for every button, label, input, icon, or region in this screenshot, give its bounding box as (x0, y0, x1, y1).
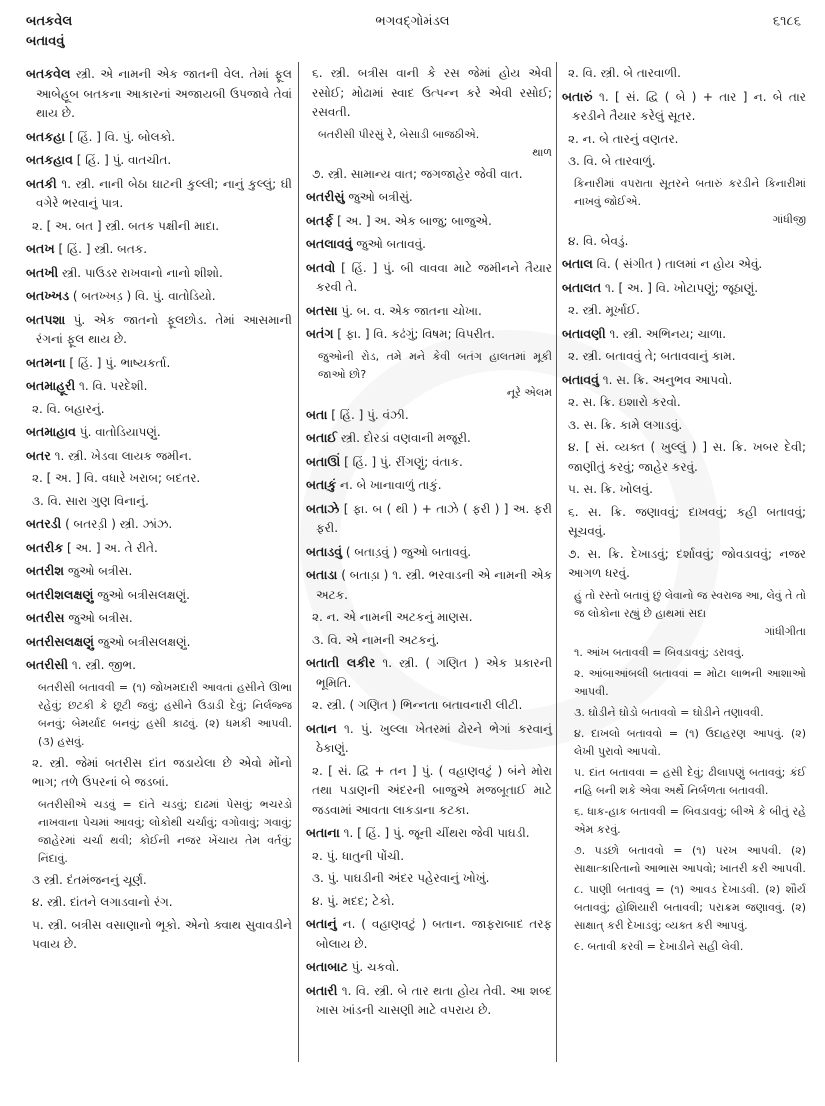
definition-text: ૬. સ્ત્રી. બત્રીસ વાની કે રસ જેમાં હોય એવી રસોઈ; મોઢામાં સ્વાદ ઉત્પન્ન કરે એવી રસોઈ; રસવતી. (312, 66, 552, 119)
dictionary-entry (26, 608, 292, 629)
entry-sense (306, 892, 552, 912)
headword: બતાડા (306, 567, 338, 582)
definition-text: ન. ( વહાણવટું ) બતાન. જાફરાબાદ તરફ બોલાય છે. (316, 917, 552, 951)
definition-text: ૪. દાખલો બતાવવો = (૧) ઉદાહરણ આપવું. (૨) લેખી પુરાવો આપવો. (574, 726, 806, 758)
headword: બતરીશલક્ષણું (26, 586, 94, 602)
definition-text: ૨. [ અ. ] વિ. વધારે ખરાબ; બદતર. (32, 471, 201, 485)
dictionary-entry (26, 376, 292, 397)
headword: બતકહા (26, 128, 66, 144)
usage-example (562, 842, 806, 878)
entry-sense (306, 631, 552, 651)
entry-sense (26, 400, 292, 420)
headword: બતર્ફ (306, 212, 334, 228)
definition-text: ૨. [ અ. બત ] સ્ત્રી. બતક પક્ષીની માદા. (32, 218, 220, 233)
dictionary-entry (306, 957, 552, 978)
usage-example (562, 644, 806, 662)
headword: બતપશા (26, 311, 66, 327)
usage-example (26, 679, 292, 751)
headword: બતખી (26, 264, 59, 280)
headword: બતરીશ (26, 563, 65, 578)
definition-text: જુઓની રોડ, તમે મને કેવી બતંગ હાલતમાં મૂકી જાઓ છો? (318, 349, 552, 381)
definition-text: જુઓ બત્રીસ. (67, 564, 133, 578)
definition-text: ૧. સ્ત્રી. ખેડવા લાયક જમીન. (54, 448, 192, 463)
dictionary-entry (306, 428, 552, 449)
dictionary-entry (26, 538, 292, 559)
quote-source: ગાંધીજી (772, 212, 806, 226)
usage-example (562, 881, 806, 935)
usage-example (26, 796, 292, 868)
definition-text: ૨. આંબાઆંબલી બતાવવાં = મોટા લાભની આશાઓ આપવી. (574, 666, 806, 698)
entry-sense (562, 480, 806, 500)
dictionary-entry (306, 565, 552, 605)
entry-sense (26, 916, 292, 955)
page-number: ૬૧૮૬ (772, 14, 801, 29)
definition-text: સ્ત્રી. એ નામની એક જાતની વેલ. તેમાં ફૂલ આબેહૂબ બતકના આકારનાં અજાયબી ઉપજાવે તેવાં થાય છે. (36, 67, 292, 120)
dictionary-entry (306, 301, 552, 322)
usage-example (562, 764, 806, 800)
usage-example (562, 938, 806, 956)
usage-example (306, 348, 552, 402)
entry-sense (306, 762, 552, 821)
definition-text: જુઓ બત્રીસલક્ષણું. (97, 634, 191, 649)
definition-text: ( બતાડ઼ા ) ૧. સ્ત્રી. ભરવાડની એ નામની એક અટક. (316, 568, 552, 602)
definition-text: ૩ સ્ત્રી. દંતમંજનનું ચૂર્ણ. (32, 872, 147, 887)
definition-text: [ ફા. ] વિ. કઢંગું; વિષમ; વિપરીત. (337, 327, 495, 341)
definition-text: ૫. દાંત બતાવવા = હસી દેવું; ઢીલાપણું બતાવવું; કંઈ નહિ બની શકે એવા અર્થે નિર્બળતા બતાવવી. (574, 765, 806, 797)
dictionary-entry (306, 653, 552, 693)
definition-text: ૧. [ હિં. ] પું. જૂની ચીંથરા જેવી પાઘડી. (343, 826, 530, 840)
definition-text: ૨. ન. બે તારનું વણતર. (568, 131, 679, 146)
dictionary-entry (306, 499, 552, 539)
entry-sense (306, 64, 552, 123)
definition-text: ૯. બતાવી કરવી = દેખાડીને સહી લેવી. (574, 939, 744, 953)
dictionary-entry (26, 585, 292, 606)
definition-text: ૪. [ સં. વ્યક્ત ( ખુલ્લું ) ] સ. ક્રિ. ખબર દેવી; જાણીતું કરવું; જાહેર કરવું. (568, 440, 806, 474)
definition-text: [ હિં. ] પું. વંઝી. (331, 407, 409, 422)
headword: બતાબાટ (306, 959, 348, 974)
entry-sense (26, 217, 292, 237)
usage-example (562, 803, 806, 839)
column-2 (306, 64, 552, 1024)
headword: બતલાવવું (306, 236, 353, 251)
definition-text: ૩. વિ. સારા ગુણ વિનાનું. (32, 493, 149, 508)
definition-text: [ હિં. ] પું. વાતચીત. (76, 153, 172, 167)
entry-sense (562, 301, 806, 321)
guide-word-first: બતકવેલ (26, 14, 73, 29)
entry-sense (562, 152, 806, 172)
definition-text: સ્ત્રી. પાઉડર રાખવાનો નાનો શીશો. (62, 265, 223, 280)
headword: બતવો (306, 259, 336, 275)
definition-text: ૨. સ્ત્રી. મૂર્ખાઈ. (568, 303, 640, 317)
dictionary-entry (306, 405, 552, 426)
headword: બતરીસું (306, 189, 345, 204)
definition-text: ૪. સ્ત્રી. દાંતને લગાડવાનો રંગ. (32, 895, 173, 909)
running-title: ભગવદ્ગોમંડલ (375, 14, 450, 29)
dictionary-entry (26, 422, 292, 443)
entry-sense (562, 232, 806, 252)
entry-sense (306, 165, 552, 185)
definition-text: ( બતાડ઼વું ) જુઓ બતાવવું. (345, 544, 472, 559)
definition-text: ૨. સ. ક્રિ. ઇશારો કરવો. (568, 395, 681, 409)
dictionary-entry (306, 542, 552, 563)
definition-text: ૨. ન. એ નામની અટકનું માણસ. (312, 610, 473, 624)
headword: બતારી (306, 982, 338, 998)
definition-text: ૨. વિ. સ્ત્રી. બે તારવાળી. (568, 66, 681, 80)
definition-text: ૨. સ્ત્રી. જેમાં બતરીસ દાંત જડાયેલા છે એવો મોંનો ભાગ; તળે ઉપરનાં બે જડબાં. (32, 755, 292, 789)
entry-sense (562, 545, 806, 584)
definition-text: પું. વાતોડિયાપણું. (79, 425, 161, 439)
definition-text: પું. ચકવો. (351, 960, 400, 974)
headword: બતમાહાવ (26, 424, 76, 439)
definition-text: હું તો રસ્તો બતાવું છું લેવાનો જ સ્વરાજ આ, લેવું તે તો જ લોકોના રહ્યું છે હાથમાં સદા (574, 588, 806, 620)
column-divider (556, 62, 557, 1062)
headword: બતરીસલક્ષણું (26, 633, 94, 649)
entry-sense (562, 438, 806, 477)
headword: બતખ્ખડ (26, 288, 70, 303)
definition-text: ૧. આંખ બતાવવી = બિવડાવવું; ડરાવવું. (574, 645, 745, 659)
column-divider (298, 62, 299, 1062)
dictionary-entry (306, 914, 552, 954)
definition-text: બતરીસીએ ચડવું = દાંતે ચડવું; દાઢમાં પેસવું; ભચરડો નાખવાના પેચમાં આવવું; લોકોથી ચર્ચાવું; વગોવાવું; ગવાવું; જાહેરમાં ચર્ચા થવી; કોઈની નજર ખેંચાય તેમ વર્તવું; નિંદાવું. (38, 797, 292, 865)
definition-text: ૧. વિ. સ્ત્રી. બે તાર થતા હોય તેવી. આ શબ્દ ખાસ ખાંડની ચાસણી માટે વપરાય છે. (316, 983, 552, 1017)
definition-text: ૩. વિ. બે તારવાળું. (568, 154, 656, 168)
usage-example (562, 704, 806, 722)
entry-sense (26, 754, 292, 793)
definition-text: બતરીસી બતાવવી = (૧) જોખમદારી આવતાં હસીને ઊભા રહેવું; છટકી કે છૂટી જવું; હસીને ઉડાડી દેવું; નિર્લજ્જ બનવું; બેમર્યાદ બનવું; હસી કાઢવું. (૨) ધમકી આપવી. (૩) હસવું. (38, 680, 292, 748)
definition-text: [ હિં. ] પું. રીંગણું; વંતાક. (344, 454, 463, 469)
headword: બતાન (306, 720, 337, 736)
column-3 (562, 64, 806, 959)
definition-text: વિ. ( સંગીત ) તાલમાં ન હોય એવું. (596, 257, 763, 271)
definition-text: ૨. સ્ત્રી. ( ગણિત ) ભિન્નતા બતાવનારી લીટી. (312, 698, 523, 712)
definition-text: ૪. વિ. બેવડું. (568, 233, 629, 248)
entry-sense (306, 608, 552, 628)
dictionary-entry (562, 324, 806, 345)
dictionary-entry (26, 64, 292, 124)
headword: બતાઊં (306, 453, 341, 469)
quote-source: નૂરે એલમ (506, 385, 552, 399)
definition-text: ૨. પું. ધાતુની પોંચી. (312, 848, 405, 863)
dictionary-entry (26, 174, 292, 214)
headword: બતખ (26, 241, 55, 256)
usage-example (562, 587, 806, 641)
quote-source: ગાંધીગીતા (764, 624, 806, 638)
headword: બતસા (306, 302, 338, 318)
definition-text: સ્ત્રી. દોરડાં વણવાની મજૂરી. (340, 431, 471, 445)
dictionary-entry (26, 263, 292, 284)
dictionary-entry (306, 823, 552, 844)
quote-source: થાળ (532, 145, 552, 159)
definition-text: ૧. સ. ક્રિ. અનુભવ આપવો. (602, 372, 733, 387)
dictionary-entry (26, 127, 292, 148)
dictionary-entry (562, 254, 806, 275)
headword: બતાતી લકીર (306, 655, 376, 670)
headword: બતંગ (306, 326, 334, 341)
definition-text: ૪. પું. મદદ; ટેકો. (312, 893, 395, 908)
dictionary-entry (26, 514, 292, 535)
usage-example (306, 126, 552, 162)
headword: બતર (26, 447, 51, 463)
headword: બતાલત (562, 279, 602, 295)
definition-text: ૩. સ. ક્રિ. કામે લગાડવું. (568, 417, 683, 432)
headword: બતાઈ (306, 430, 338, 445)
definition-text: પું. એક જાતનો ફૂલછોડ. તેમાં આસમાની રંગનાં ફૂલ થાય છે. (36, 312, 292, 346)
dictionary-entry (26, 655, 292, 676)
definition-text: ૧. [ સં. દ્વિ ( બે ) + તાર ] ન. બે તાર કરડીને તૈયાર કરેલું સૂતર. (572, 89, 806, 123)
dictionary-entry (26, 446, 292, 467)
dictionary-entry (26, 150, 292, 171)
definition-text: [ હિં. ] વિ. પું. બોલકો. (68, 129, 176, 144)
usage-example (562, 665, 806, 701)
headword: બતકહાવ (26, 152, 73, 167)
definition-text: જુઓ બત્રીસ. (68, 611, 133, 625)
entry-sense (306, 696, 552, 716)
entry-sense (562, 416, 806, 436)
definition-text: ૧. સ્ત્રી. અભિનય; ચાળા. (609, 326, 727, 341)
definition-text: [ હિં. ] પું. ભાષ્યકર્તા. (69, 355, 171, 370)
headword: બતરડી (26, 516, 62, 531)
dictionary-entry (562, 278, 806, 299)
entry-sense (306, 869, 552, 889)
headword: બતારું (562, 88, 593, 104)
guide-word-last: બતાવવું (26, 34, 65, 49)
headword: બતાકું (306, 477, 337, 492)
usage-example (562, 175, 806, 229)
definition-text: ૩. ઘોડીને ઘોડો બતાવવો = ઘોડીને તણાવવી. (574, 705, 764, 719)
headword: બતમના (26, 354, 66, 370)
definition-text: ૭. પડછો બતાવવો = (૧) પરખ આપવી. (૨) સાક્ષાત્કારિતાનો આભાસ આપવો; ખાતરી કરી આપવી. (574, 843, 806, 875)
dictionary-entry (306, 234, 552, 255)
dictionary-entry (26, 310, 292, 350)
definition-text: ૨. સ્ત્રી. બતાવવું તે; બતાવવાનું કામ. (568, 349, 736, 363)
dictionary-entry (306, 324, 552, 345)
definition-text: ( બતરડ઼ી ) સ્ત્રી. ઝાંઝ. (65, 517, 173, 531)
headword: બતાના (306, 825, 340, 840)
definition-text: ૫. સ. ક્રિ. ખોલવું. (568, 482, 653, 496)
definition-text: ૧. સ્ત્રી. ( ગણિત ) એક પ્રકારની ભૂમિતિ. (316, 656, 552, 690)
definition-text: ૩. વિ. એ નામની અટકનું. (312, 632, 440, 647)
dictionary-entry (306, 452, 552, 473)
dictionary-entry (306, 187, 552, 208)
headword: બતાવવું (562, 371, 599, 387)
usage-example (562, 725, 806, 761)
entry-sense (26, 871, 292, 891)
headword: બતાલ (562, 256, 593, 271)
dictionary-entry (306, 981, 552, 1021)
entry-sense (306, 847, 552, 867)
dictionary-entry (562, 87, 806, 127)
definition-text: કિનારીમાં વપરાતા સૂતરને બતારું કરડીને કિનારીમાં નાખવું જોઈએ. (574, 176, 806, 208)
definition-text: ૬. ધાક-હાક બતાવવી = બિવડાવવું; બીએ કે બીતું રહે એમ કરવું. (574, 804, 806, 836)
dictionary-entry (306, 719, 552, 759)
dictionary-entry (26, 286, 292, 307)
definition-text: ૫. સ્ત્રી. બત્રીસ વસાણાનો ભૂકો. એનો ક્વાથ સુવાવડીને પવાય છે. (32, 917, 292, 951)
definition-text: ૮. પાણી બતાવવું = (૧) આવડ દેખાડવી. (૨) શૌર્ય બતાવવું; હોશિયારી બતાવવી; પરાક્રમ જણાવવું. (૨) સાક્ષાત્ કરી દેખાડવું; વ્યક્ત કરી આપવું. (574, 882, 806, 932)
dictionary-entry (26, 632, 292, 653)
definition-text: [ ફા. બ ( થી ) + તાઝે ( ફરી ) ] અ. ફરી ફરી. (316, 501, 552, 535)
definition-text: [ હિં. ] સ્ત્રી. બતક. (58, 242, 148, 256)
definition-text: ૧. સ્ત્રી. જીભ. (71, 658, 136, 672)
definition-text: [ અ. ] અ. તે રીતે. (67, 540, 158, 555)
definition-text: ૭. સ. ક્રિ. દેખાડવું; દર્શાવવું; જોવડાવવું; નજર આગળ ધરવું. (568, 546, 806, 580)
entry-sense (562, 347, 806, 367)
entry-sense (562, 393, 806, 413)
entry-sense (562, 130, 806, 150)
entry-sense (26, 492, 292, 512)
headword: બતાઝે (306, 500, 340, 516)
entry-sense (26, 893, 292, 913)
definition-text: ૨. [ સં. દ્વિ + તન ] પું. ( વહાણવટું ) બંને મોરા તથા પડાણની અંદરની બાજુએ મજબૂતાઈ માટે જડવામાં આવતા લાકડાના કટકા. (312, 763, 552, 817)
headword: બતાનું (306, 916, 337, 931)
dictionary-entry (562, 370, 806, 391)
headword: બતા (306, 406, 328, 422)
headword: બતાવણી (562, 325, 606, 341)
definition-text: ૧. વિ. પરદેશી. (78, 379, 148, 393)
dictionary-entry (26, 561, 292, 582)
definition-text: ૩. પું. પાઘડીની અંદર પહેરવાનું ખોખું. (312, 871, 490, 885)
definition-text: [ અ. ] અ. એક બાજુ; બાજુએ. (337, 213, 492, 228)
definition-text: જુઓ બતાવવું. (356, 237, 426, 251)
definition-text: ન. બે ખાનાવાળું તાકું. (340, 478, 442, 492)
column-1 (26, 64, 292, 958)
definition-text: બતરીસી પીરસું રે, બેસાડી બાજઠીએ. (318, 127, 480, 141)
dictionary-entry (306, 258, 552, 298)
entry-sense (562, 503, 806, 542)
headword: બતમાહૂરી (26, 378, 76, 393)
headword: બતકી (26, 175, 57, 191)
definition-text: ૨. વિ. બહારનું. (32, 401, 105, 416)
definition-text: ૧. સ્ત્રી. નાની બેઠા ઘાટની કુલ્લી; નાનું કુલ્લું; ઘી વગેરે ભરવાનું પાત્ર. (36, 176, 292, 210)
definition-text: [ હિં. ] પું. બી વાવવા માટે જમીનને તૈયાર કરવી તે. (316, 260, 552, 294)
dictionary-entry (306, 211, 552, 232)
dictionary-entry (26, 353, 292, 374)
headword: બતરીસી (26, 657, 69, 672)
definition-text: ( બતખ્ખડ઼ ) વિ. પું. વાતોડિયો. (72, 289, 216, 303)
definition-text: ૬. સ. ક્રિ. જણાવવું; દાખવવું; કહી બતાવવું; સૂચવવું. (568, 504, 806, 538)
definition-text: પું. બ. વ. એક જાતના ચોખા. (341, 303, 482, 318)
definition-text: જુઓ બત્રીસું. (348, 190, 413, 204)
headword: બતાડવું (306, 543, 343, 559)
headword: બતકવેલ (26, 66, 71, 81)
dictionary-entry (26, 239, 292, 260)
definition-text: જુઓ બત્રીસલક્ષણું. (97, 587, 190, 602)
headword: બતરીક (26, 539, 64, 555)
dictionary-entry (306, 475, 552, 496)
entry-sense (26, 469, 292, 489)
headword: બતરીસ (26, 610, 65, 625)
definition-text: ૭. સ્ત્રી. સામાન્ય વાત; જગજાહેર જેવી વાત. (312, 166, 523, 181)
definition-text: ૧. પું. ખુલ્લા ખેતરમાં ઢોરને ભેગાં કરવાનું ઠેકાણું. (316, 721, 552, 755)
definition-text: ૧. [ અ. ] વિ. ખોટાપણું; જૂઠાણું. (604, 280, 759, 295)
entry-sense (562, 64, 806, 84)
